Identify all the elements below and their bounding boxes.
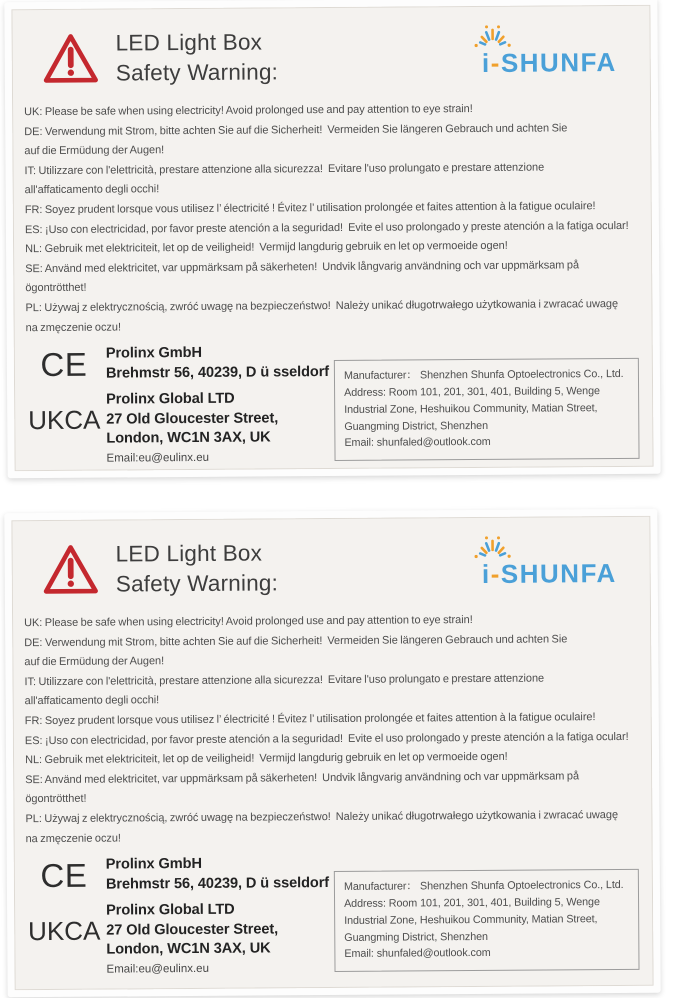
warning-pl: PL: Używaj z elektrycznością, zwróć uwagę na bezpieczeństwo! Należy unikać długotrwałego użytkowania i zwracać uwagę na zmęczenie oczu! bbox=[25, 808, 619, 845]
warning-triangle-icon bbox=[42, 32, 100, 90]
ukca-row bbox=[22, 389, 324, 450]
uk-rep-address bbox=[106, 390, 278, 450]
safety-label-bottom bbox=[4, 509, 660, 998]
brand-hyphen: - bbox=[490, 47, 501, 78]
warning-es: ES: ¡Uso con electricidad, por favor preste atención a la seguridad! Evite el uso prolongado y preste atención a la fatiga ocular! bbox=[24, 219, 629, 236]
manufacturer-address: Address: Room 101, 201, 301, 401, Building 5, Wenge Industrial Zone, Heshuikou Community, Matian Street, Guangming District, Shenzhen bbox=[344, 385, 600, 433]
manufacturer-address: Address: Room 101, 201, 301, 401, Building 5, Wenge Industrial Zone, Heshuikou Community, Matian Street, Guangming District, Shenzhen bbox=[344, 896, 600, 944]
compliance-section bbox=[22, 852, 640, 976]
warning-de: DE: Verwendung mit Strom, bitte achten Sie auf die Sicherheit! Vermeiden Sie längeren Gebrauch und achten Sie auf die Ermüdung der Augen! bbox=[24, 121, 568, 158]
title-line-2: Safety Warning: bbox=[115, 570, 279, 597]
eu-rep-name: Prolinx GmbH bbox=[105, 345, 202, 362]
brand-letter-i: i bbox=[481, 47, 491, 78]
title-line-1: LED Light Box bbox=[115, 540, 263, 567]
brand-hyphen: - bbox=[490, 558, 501, 589]
warning-uk: UK: Please be safe when using electricity! Avoid prolonged use and pay attention to eye strain! bbox=[24, 614, 473, 630]
manufacturer-box bbox=[334, 869, 640, 972]
eu-rep-name: Prolinx GmbH bbox=[105, 856, 202, 873]
page-title bbox=[116, 27, 279, 88]
uk-rep-street: 27 Old Gloucester Street, bbox=[106, 921, 279, 939]
brand-logo bbox=[482, 47, 617, 79]
warning-nl: NL: Gebruik met elektriciteit, let op de veiligheid! Vermijd langdurig gebruik en let op vermoeide ogen! bbox=[25, 750, 508, 767]
label-header bbox=[20, 25, 637, 90]
ce-mark: CE bbox=[40, 856, 88, 894]
eu-rep-address bbox=[106, 343, 329, 384]
representative-block bbox=[22, 854, 330, 976]
eu-rep-address bbox=[106, 854, 329, 895]
ukca-mark: UKCA bbox=[28, 404, 101, 436]
uk-rep-city: London, WC1N 3AX, UK bbox=[106, 940, 271, 958]
warning-de: DE: Verwendung mit Strom, bitte achten Sie auf die Sicherheit! Vermeiden Sie längeren Gebrauch und achten Sie auf die Ermüdung der Augen! bbox=[24, 632, 568, 669]
warning-nl: NL: Gebruik met elektriciteit, let op de veiligheid! Vermijd langdurig gebruik en let op vermoeide ogen! bbox=[25, 239, 508, 256]
manufacturer-name: Manufacturer： Shenzhen Shunfa Optoelectronics Co., Ltd. bbox=[343, 368, 624, 383]
ce-row bbox=[22, 343, 330, 384]
warning-uk: UK: Please be safe when using electricity! Avoid prolonged use and pay attention to eye strain! bbox=[24, 103, 473, 119]
warning-fr: FR: Soyez prudent lorsque vous utilisez l’ électricité ! Évitez l’ utilisation prolongée et faites attention à la fatigue oculaire! bbox=[24, 200, 596, 217]
ce-row bbox=[22, 854, 330, 895]
ce-mark: CE bbox=[40, 345, 88, 383]
eu-rep-street: Brehmstr 56, 40239, D ü sseldorf bbox=[105, 874, 330, 893]
representative-block bbox=[22, 343, 330, 465]
warning-es: ES: ¡Uso con electricidad, por favor preste atención a la seguridad! Evite el uso prolongado y preste atención a la fatiga ocular! bbox=[24, 730, 629, 747]
rep-email: Email:eu@eulinx.eu bbox=[106, 451, 210, 465]
ukca-row bbox=[22, 900, 324, 961]
uk-rep-city: London, WC1N 3AX, UK bbox=[106, 429, 271, 447]
warning-it: IT: Utilizzare con l'elettricità, prestare attenzione alla sicurezza! Evitare l'uso prolungato e prestare attenzione all'affaticamento degli occhi! bbox=[24, 161, 545, 197]
manufacturer-email: Email: shunfaled@outlook.com bbox=[344, 436, 491, 450]
warning-fr: FR: Soyez prudent lorsque vous utilisez l’ électricité ! Évitez l’ utilisation prolongée et faites attention à la fatigue oculaire! bbox=[24, 711, 596, 728]
warning-text-block bbox=[20, 610, 639, 849]
title-line-1: LED Light Box bbox=[115, 29, 263, 56]
brand-burst-icon bbox=[473, 23, 519, 56]
uk-rep-name: Prolinx Global LTD bbox=[106, 390, 235, 408]
brand-letter-i: i bbox=[481, 558, 491, 589]
ukca-mark: UKCA bbox=[28, 915, 101, 947]
manufacturer-box bbox=[334, 358, 640, 461]
label-header bbox=[20, 536, 637, 601]
brand-logo bbox=[482, 558, 617, 590]
compliance-section bbox=[22, 341, 640, 465]
warning-triangle-icon bbox=[42, 543, 100, 601]
brand-name: SHUNFA bbox=[500, 558, 617, 589]
page-title bbox=[116, 538, 279, 599]
warning-text-block bbox=[20, 99, 639, 338]
eu-rep-street: Brehmstr 56, 40239, D ü sseldorf bbox=[105, 363, 330, 382]
rep-email: Email:eu@eulinx.eu bbox=[106, 962, 209, 976]
uk-rep-address bbox=[106, 901, 278, 961]
uk-rep-name: Prolinx Global LTD bbox=[106, 901, 235, 919]
brand-burst-icon bbox=[473, 534, 519, 567]
warning-se: SE: Använd med elektricitet, var uppmärksam på säkerheten! Undvik långvarig användning och var uppmärksam på ögontrötthet! bbox=[25, 770, 580, 806]
title-line-2: Safety Warning: bbox=[115, 59, 279, 86]
warning-se: SE: Använd med elektricitet, var uppmärksam på säkerheten! Undvik långvarig användning och var uppmärksam på ögontrötthet! bbox=[25, 259, 580, 295]
warning-it: IT: Utilizzare con l'elettricità, prestare attenzione alla sicurezza! Evitare l'uso prolungato e prestare attenzione all'affaticamento degli occhi! bbox=[24, 672, 545, 708]
safety-label-top bbox=[4, 0, 660, 478]
uk-rep-street: 27 Old Gloucester Street, bbox=[106, 410, 279, 428]
warning-pl: PL: Używaj z elektrycznością, zwróć uwagę na bezpieczeństwo! Należy unikać długotrwałego użytkowania i zwracać uwagę na zmęczenie oczu! bbox=[25, 297, 619, 334]
manufacturer-name: Manufacturer： Shenzhen Shunfa Optoelectronics Co., Ltd. bbox=[343, 879, 624, 894]
manufacturer-email: Email: shunfaled@outlook.com bbox=[344, 947, 491, 961]
brand-name: SHUNFA bbox=[500, 47, 617, 78]
